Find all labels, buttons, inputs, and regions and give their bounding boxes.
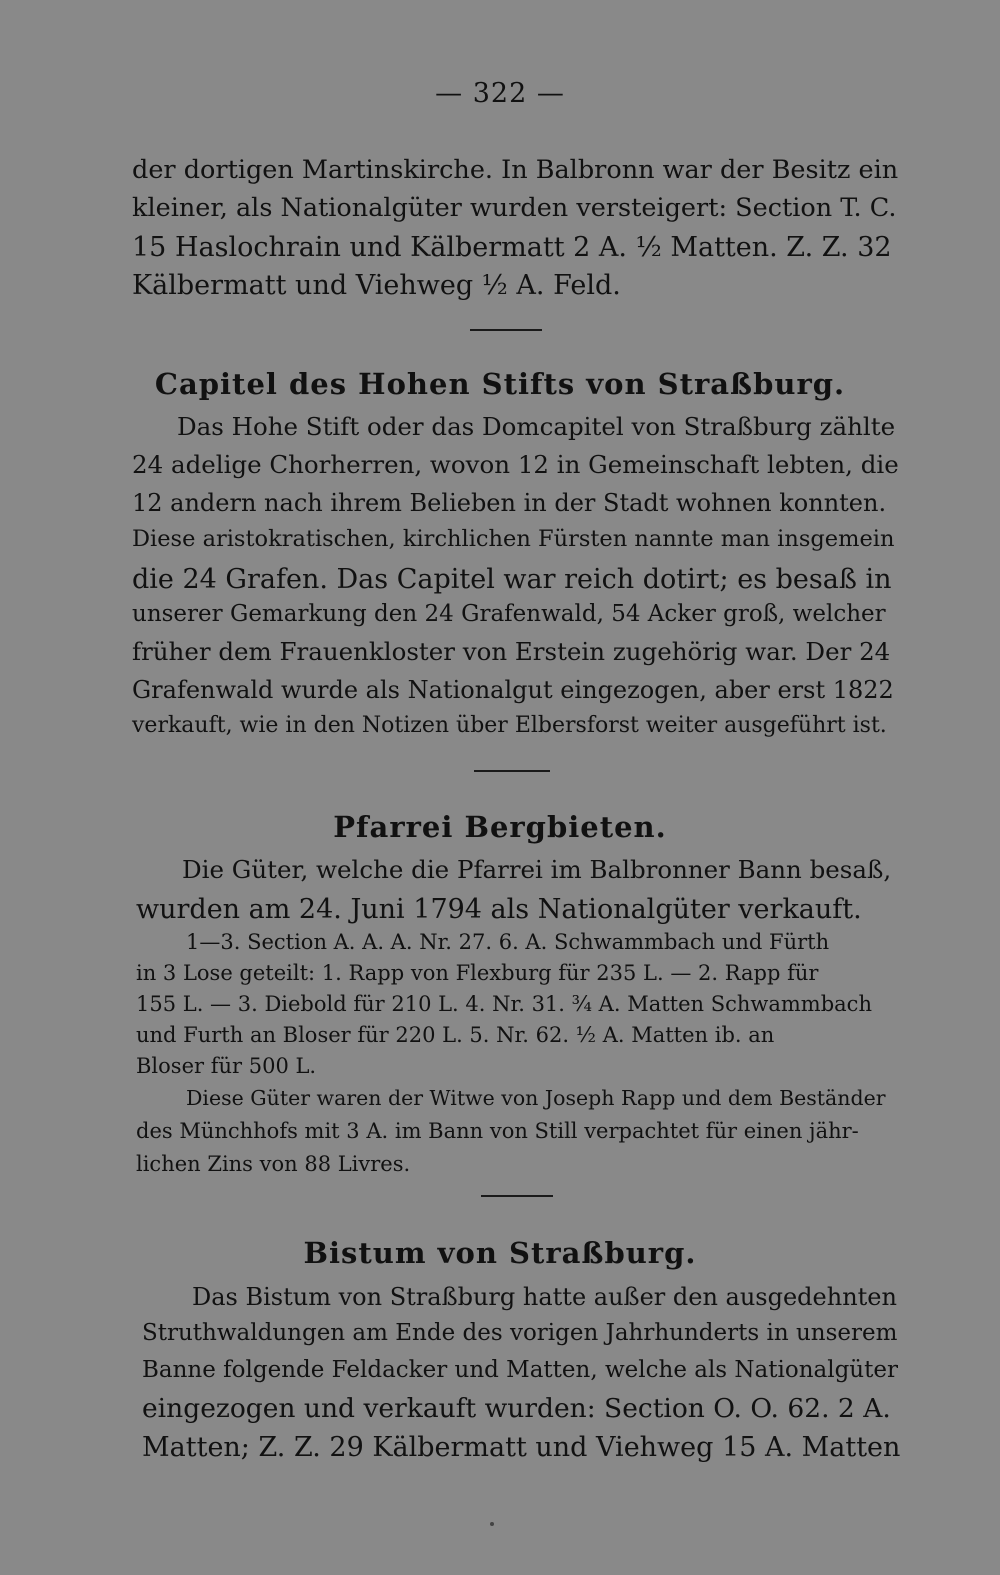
text-line: 15 Haslochrain und Kälbermatt 2 A. ½ Matten. Z. Z. 32 [132,232,892,263]
text-line: der dortigen Martinskirche. In Balbronn war der Besitz ein [132,155,899,185]
text-line: Das Bistum von Straßburg hatte außer den ausgedehnten [192,1283,897,1311]
section-divider [470,329,542,331]
section-heading-bistum: Bistum von Straßburg. [303,1236,697,1270]
section-heading-pfarrei: Pfarrei Bergbieten. [333,810,667,844]
section-heading-capitel: Capitel des Hohen Stifts von Straßburg. [154,367,846,401]
text-line: Kälbermatt und Viehweg ½ A. Feld. [132,270,621,301]
text-line: kleiner, als Nationalgüter wurden versteigert: Section T. C. [132,193,897,223]
text-line: Das Hohe Stift oder das Domcapitel von Straßburg zählte [177,412,896,441]
text-line: 12 andern nach ihrem Belieben in der Stadt wohnen konnten. [132,489,887,517]
text-line: früher dem Frauenkloster von Erstein zugehörig war. Der 24 [132,637,891,666]
section-divider [474,770,550,772]
text-line: wurden am 24. Juni 1794 als Nationalgüter verkauft. [136,894,862,925]
text-line: Struthwaldungen am Ende des vorigen Jahrhunderts in unserem [142,1320,898,1346]
text-line: Die Güter, welche die Pfarrei im Balbronner Bann besaß, [182,855,892,884]
text-line: Grafenwald wurde als Nationalgut eingezogen, aber erst 1822 [132,676,894,704]
paper-smudge [490,1522,494,1526]
text-line-small: des Münchhofs mit 3 A. im Bann von Still verpachtet für einen jähr- [136,1119,859,1143]
text-line: Matten; Z. Z. 29 Kälbermatt und Viehweg 15 A. Matten [142,1432,901,1463]
text-line: eingezogen und verkauft wurden: Section O. O. 62. 2 A. [142,1393,891,1424]
text-line-small: Bloser für 500 L. [136,1054,317,1078]
text-line: unserer Gemarkung den 24 Grafenwald, 54 Acker groß, welcher [132,601,886,627]
text-line: verkauft, wie in den Notizen über Elbersforst weiter ausgeführt ist. [132,713,887,738]
section-divider [481,1195,553,1197]
text-line: Banne folgende Feldacker und Matten, welche als Nationalgüter [142,1357,898,1383]
text-line: Diese aristokratischen, kirchlichen Fürsten nannte man insgemein [132,526,895,552]
text-line-small: 1—3. Section A. A. A. Nr. 27. 6. A. Schwammbach und Fürth [186,930,830,954]
text-line: die 24 Grafen. Das Capitel war reich dotirt; es besaß in [132,564,892,595]
text-line-small: lichen Zins von 88 Livres. [136,1152,411,1176]
text-line-small: und Furth an Bloser für 220 L. 5. Nr. 62. ½ A. Matten ib. an [136,1023,775,1047]
text-line-small: 155 L. — 3. Diebold für 210 L. 4. Nr. 31. ¾ A. Matten Schwammbach [136,992,872,1016]
page-number: — 322 — [435,78,565,109]
text-line-small: Diese Güter waren der Witwe von Joseph Rapp und dem Beständer [186,1086,886,1110]
text-line-small: in 3 Lose geteilt: 1. Rapp von Flexburg für 235 L. — 2. Rapp für [136,961,819,985]
text-line: 24 adelige Chorherren, wovon 12 in Gemeinschaft lebten, die [132,450,899,479]
